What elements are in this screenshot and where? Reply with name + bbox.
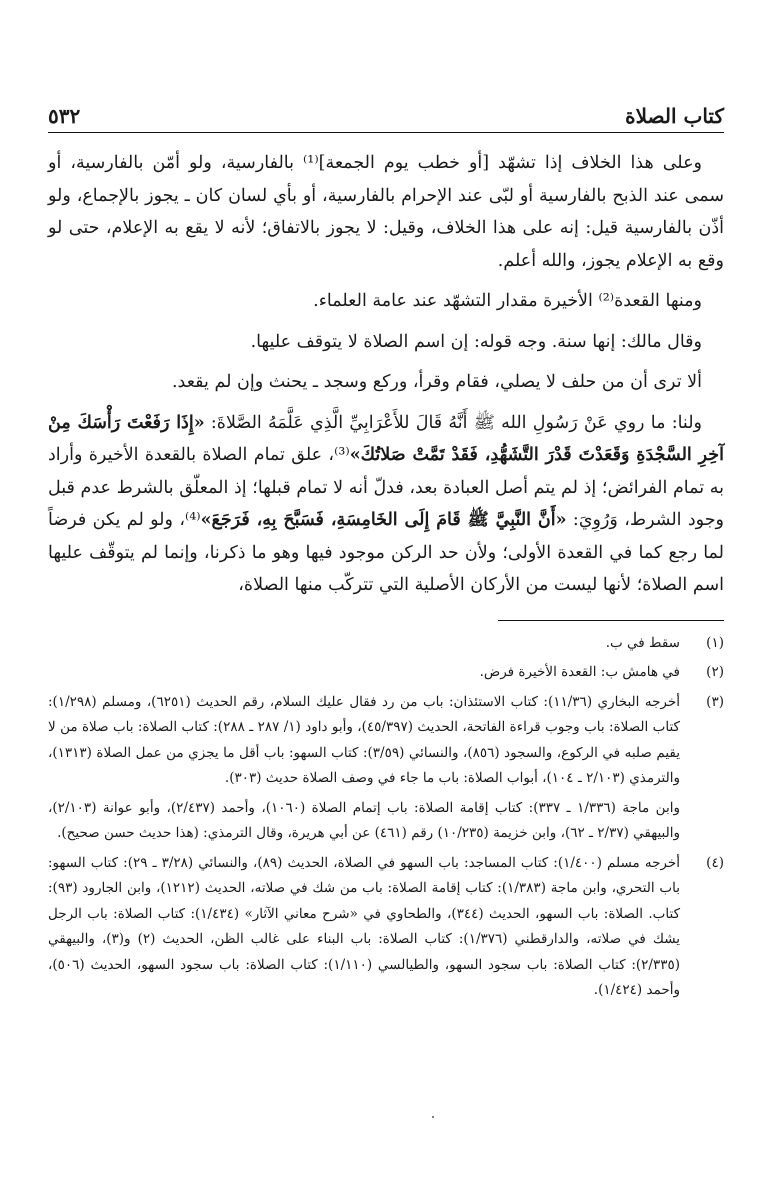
paragraph-2: ومنها القعدة⁽²⁾ الأخيرة مقدار التشهّد عند عامة العلماء. [313, 291, 702, 311]
footnote-divider [498, 620, 724, 621]
paragraph-4: ألا ترى أن من حلف لا يصلي، فقام وقرأ، وركع وسجد ـ يحنث وإن لم يقعد. [171, 372, 702, 392]
footnote-number: (٢) [706, 664, 724, 680]
paragraph-3: وقال مالك: إنها سنة. وجه قوله: إن اسم الصلاة لا يتوقف عليها. [250, 331, 702, 352]
hadith-quote-1: «إِذَا رَفَعْتَ رَأْسَكَ مِنْ آخِرِ السَّجْدَةِ وَقَعَدْتَ قَدْرَ التَّشَهُّدِ، فَقَدْ تَمَّتْ صَلاتُكَ» [48, 412, 724, 465]
main-text [48, 147, 724, 602]
footnote-text: أخرجه مسلم (١/٤٠٠): كتاب المساجد: باب السهو في الصلاة، الحديث (٨٩)، والنسائي (٣/٢٨ ـ ٢٩): كتاب السهو: باب التحري، وابن ماجة (١/٣٨٣): كتاب إقامة الصلاة: باب من شك في صلاته، الحديث (١٢١٢)، وابن الجارود (٩٣): كتاب. الصلاة: باب السهو، الحديث (٣٤٤)، والطحاوي في «شرح معاني الآثار» (١/٤٣٤): كتاب الصلاة: باب الرجل يشك في صلاته، والدارقطني (١/٣٧٦): كتاب الصلاة: باب البناء على غالب الظن، الحديث (٢) و(٣)، والبيهقي (٢/٣٣٥): كتاب الصلاة: باب سجود السهو، والطيالسي (١/١١٠): كتاب الصلاة: باب سجود السهو، الحديث (٥٠٦)، وأحمد (١/٤٢٤). [48, 854, 681, 998]
footnote-text: في هامش ب: القعدة الأخيرة فرض. [479, 664, 680, 680]
footnote [48, 660, 724, 686]
footnote [48, 851, 724, 1004]
footnote-number: (٣) [706, 693, 724, 710]
paragraph-5-end: ⁽⁴⁾، ولو لم يكن فرضاً لما رجع كما في القعدة الأولى؛ ولأن حد الركن موجود فيها وهو ما ذكرنا، وإنما لم يتوقّف عليها اسم الصلاة؛ لأنها ليست من الأركان الأصلية التي تتركّب منها الصلاة، [48, 510, 724, 595]
hadith-quote-2: «أَنَّ النَّبِيَّ ﷺ قَامَ إِلَى الخَامِسَةِ، فَسَبَّحَ بِهِ، فَرَجَعَ» [200, 510, 567, 530]
end-dot [432, 1116, 434, 1118]
footnote-text: سقط في ب. [605, 634, 680, 651]
footnote-text: وابن ماجة (١/٣٣٦ ـ ٣٣٧): كتاب إقامة الصلاة: باب إتمام الصلاة (١٠٦٠)، وأحمد (٢/٤٣٧)، وأبو عوانة (٢/١٠٣)، والبيهقي (٢/٣٧ ـ ٦٢)، وابن خزيمة (١٠/٢٣٥) رقم (٤٦١) عن أبي هريرة، وقال الترمذي: (هذا حديث حسن صحيح). [48, 799, 680, 841]
page-header [48, 92, 724, 133]
book-title: كتاب الصلاة [625, 104, 724, 128]
paragraph-5-intro: ولنا: ما روي عَنْ رَسُولِ الله ﷺ أَنَّهُ قَالَ للأَعْرَابِيِّ الَّذِي عَلَّمَهُ الصَّلاةَ: [204, 412, 702, 433]
book-page [48, 92, 724, 1008]
footnote-text: أخرجه البخاري (١١/٣٦): كتاب الاستئذان: باب من رد فقال عليك السلام، رقم الحديث (٦٢٥١)، ومسلم (١/٢٩٨): كتاب الصلاة: باب وجوب قراءة الفاتحة، الحديث (٤٥/٣٩٧)، وأبو داود (١/ ٢٨٧ ـ ٢٨٨): كتاب الصلاة: باب صلاة من لا يقيم صلبه في الركوع، والسجود (٨٥٦)، والنسائي (٣/٥٩): كتاب السهو: باب أقل ما يجزي من عمل الصلاة (١٣١٣)، والترمذي (٢/١٠٣ ـ ١٠٤)، أبواب الصلاة: باب ما جاء في وصف الصلاة حديث (٣٠٣). [48, 693, 680, 786]
paragraph-5 [48, 407, 724, 602]
footnotes [48, 631, 724, 1004]
footnote-number: (٤) [706, 854, 724, 871]
page-number: ٥٣٢ [48, 104, 81, 128]
footnote [48, 690, 724, 847]
paragraph-5-middle: ⁽³⁾، علق تمام الصلاة بالقعدة الأخيرة وأراد به تمام الفرائض؛ إذ لم يتم أصل العبادة بعد، فدلّ أنه لا تمام قبلها؛ إذ المعلّق بالشرط عدم قبل وجود الشرط، وَرُوِيَ: [48, 445, 724, 530]
footnote [48, 631, 724, 657]
paragraph-1: وعلى هذا الخلاف إذا تشهّد [أو خطب يوم الجمعة]⁽¹⁾ بالفارسية، ولو أمّن بالفارسية، أو سمى عند الذبح بالفارسية أو لبّى عند الإحرام بالفارسية، أو بأي لسان كان ـ يجوز بالإجماع، ولو أذّن بالفارسية قيل: إنه على هذا الخلاف، وقيل: لا يجوز بالاتفاق؛ لأنه لا يقع به الإعلام، حتى لو وقع به الإعلام يجوز، والله أعلم. [48, 153, 724, 271]
footnote-number: (١) [706, 634, 724, 651]
